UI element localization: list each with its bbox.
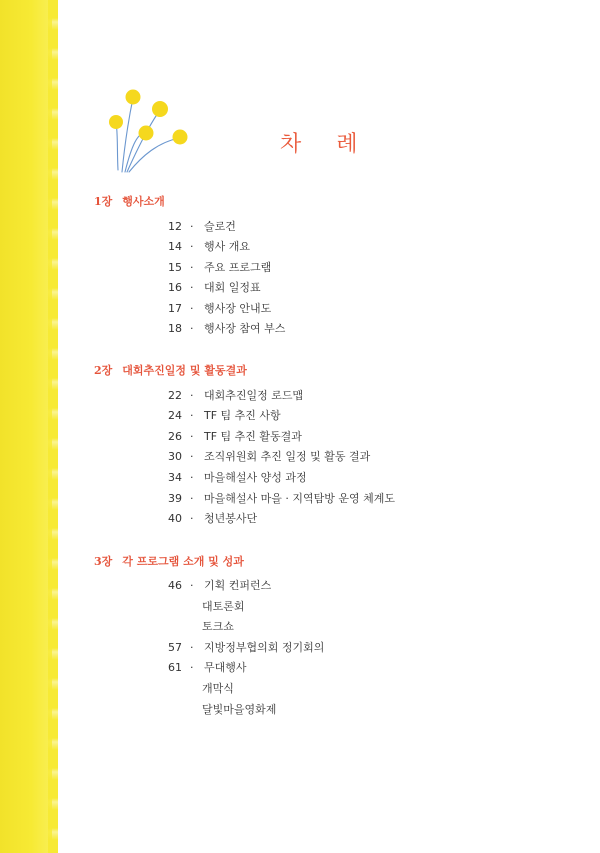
separator-dot: ·: [190, 641, 194, 654]
toc-entry[interactable]: [168, 639, 324, 655]
toc-entry[interactable]: [168, 577, 271, 593]
toc-entry[interactable]: [168, 300, 271, 316]
chapter-label: 각 프로그램 소개 및 성과: [122, 555, 244, 568]
toc-entry[interactable]: [168, 387, 303, 403]
toc-subentry[interactable]: 대토론회: [202, 600, 245, 613]
toc-entry[interactable]: [168, 279, 261, 295]
separator-dot: ·: [190, 430, 194, 443]
separator-dot: ·: [190, 302, 194, 315]
separator-dot: ·: [190, 322, 194, 335]
page-number: 40: [168, 512, 182, 525]
toc-subentry[interactable]: 개막식: [202, 682, 234, 695]
separator-dot: ·: [190, 579, 194, 592]
page-number: 34: [168, 471, 182, 484]
entry-text: TF 팀 추진 활동결과: [204, 430, 302, 443]
page-number: 18: [168, 322, 182, 335]
chapter-2-heading: [94, 362, 247, 378]
yellow-margin-stripe: [0, 0, 52, 853]
toc-entry[interactable]: [168, 259, 271, 275]
toc-entry[interactable]: [168, 510, 257, 526]
entry-text: 청년봉사단: [204, 512, 258, 525]
toc-entry[interactable]: [168, 218, 236, 234]
page-number: 12: [168, 220, 182, 233]
page-number: 16: [168, 281, 182, 294]
entry-text: 지방정부협의회 정기회의: [204, 641, 325, 654]
separator-dot: ·: [190, 240, 194, 253]
toc-entry[interactable]: [168, 490, 395, 506]
entry-text: 행사장 참여 부스: [204, 322, 286, 335]
page-title: 차 례: [280, 132, 372, 157]
toc-entry[interactable]: [168, 407, 281, 423]
page-number: 22: [168, 389, 182, 402]
toc-entry[interactable]: [168, 448, 370, 464]
toc-entry[interactable]: [168, 659, 247, 675]
separator-dot: ·: [190, 471, 194, 484]
toc-entry[interactable]: [168, 238, 250, 254]
entry-text: 대회 일정표: [204, 281, 261, 294]
entry-text: 마을해설사 마을 · 지역탐방 운영 체계도: [204, 492, 395, 505]
entry-text: 기획 컨퍼런스: [204, 579, 272, 592]
entry-text: 대회추진일정 로드맵: [204, 389, 304, 402]
separator-dot: ·: [190, 389, 194, 402]
chapter-1-heading: [94, 193, 165, 209]
entry-text: 마을해설사 양성 과정: [204, 471, 307, 484]
chapter-number: 1장: [94, 195, 113, 208]
separator-dot: ·: [190, 281, 194, 294]
page-number: 24: [168, 409, 182, 422]
separator-dot: ·: [190, 450, 194, 463]
chapter-number: 2장: [94, 364, 113, 377]
toc-entry[interactable]: [168, 428, 302, 444]
toc-subentry[interactable]: 토크쇼: [202, 620, 234, 633]
page-number: 61: [168, 661, 182, 674]
separator-dot: ·: [190, 409, 194, 422]
separator-dot: ·: [190, 512, 194, 525]
entry-text: 주요 프로그램: [204, 261, 272, 274]
page-number: 30: [168, 450, 182, 463]
page-number: 57: [168, 641, 182, 654]
chapter-label: 대회추진일정 및 활동결과: [122, 364, 247, 377]
page-number: 14: [168, 240, 182, 253]
chapter-label: 행사소개: [122, 195, 165, 208]
page-number: 17: [168, 302, 182, 315]
entry-text: 행사 개요: [204, 240, 251, 253]
chapter-number: 3장: [94, 555, 113, 568]
separator-dot: ·: [190, 220, 194, 233]
toc-subentry[interactable]: 달빛마을영화제: [202, 703, 277, 716]
chapter-3-heading: [94, 553, 244, 569]
separator-dot: ·: [190, 261, 194, 274]
separator-dot: ·: [190, 492, 194, 505]
entry-text: 무대행사: [204, 661, 247, 674]
page-number: 39: [168, 492, 182, 505]
separator-dot: ·: [190, 661, 194, 674]
page-number: 15: [168, 261, 182, 274]
entry-text: TF 팀 추진 사항: [204, 409, 281, 422]
toc-entry[interactable]: [168, 320, 285, 336]
entry-text: 행사장 안내도: [204, 302, 272, 315]
page-number: 26: [168, 430, 182, 443]
toc-entry[interactable]: [168, 469, 307, 485]
page-number: 46: [168, 579, 182, 592]
entry-text: 조직위원회 추진 일정 및 활동 결과: [204, 450, 371, 463]
flower-illustration: [100, 82, 195, 177]
entry-text: 슬로건: [204, 220, 236, 233]
